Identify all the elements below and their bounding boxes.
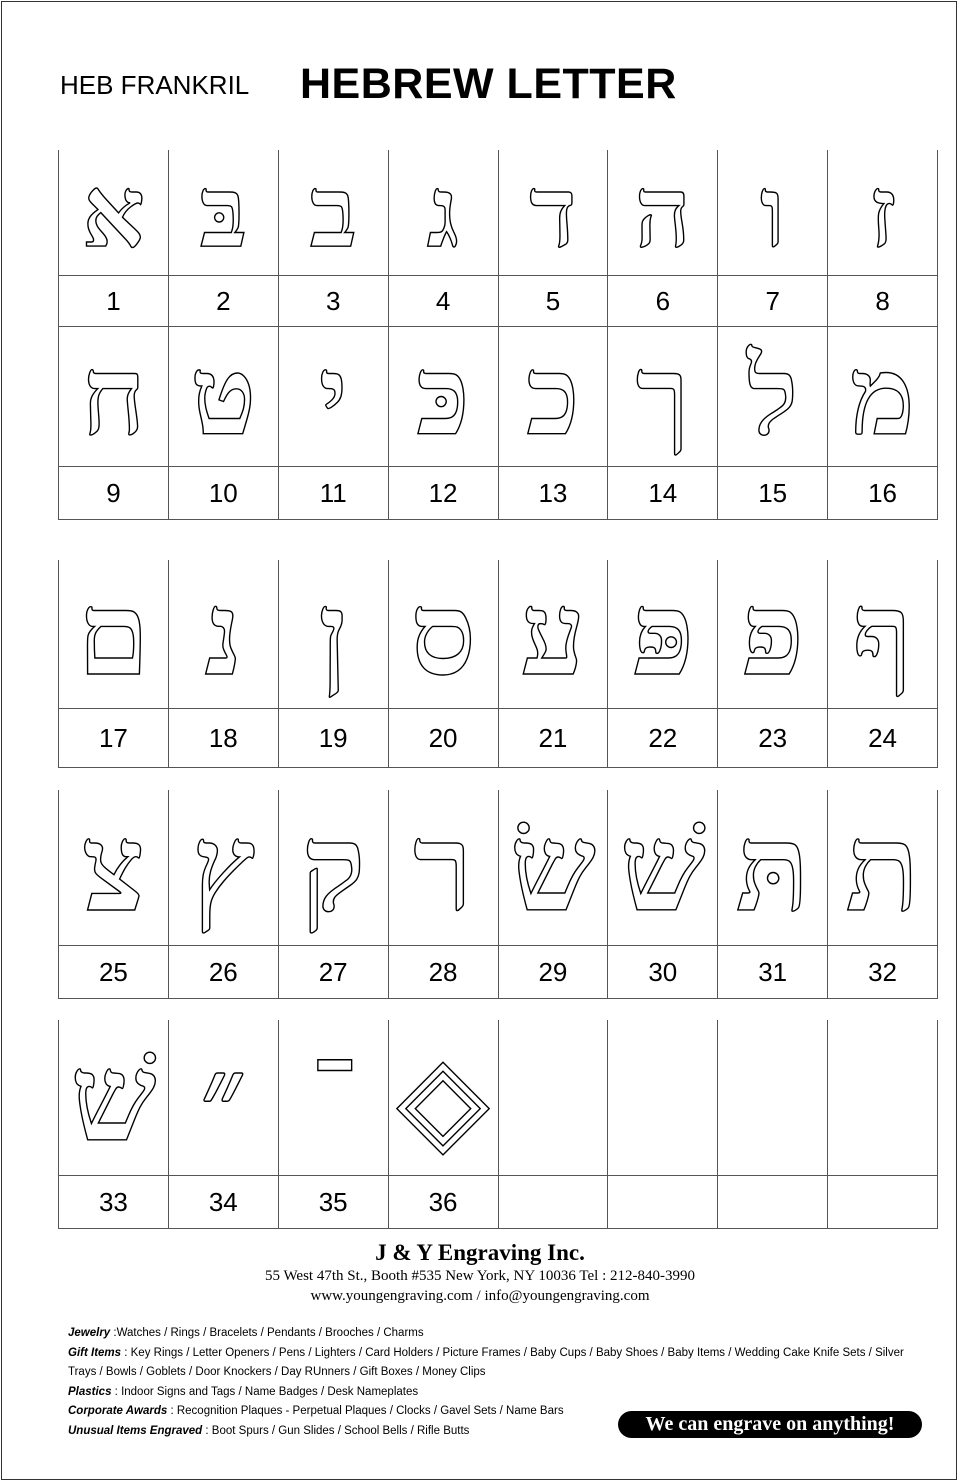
glyph-cell xyxy=(718,1020,828,1175)
hebrew-glyph: י xyxy=(318,331,348,460)
glyph-cell xyxy=(828,326,938,466)
number-row xyxy=(59,466,938,520)
hebrew-glyph: ה xyxy=(634,154,691,270)
company-name: J & Y Engraving Inc. xyxy=(375,1240,585,1265)
glyph-number: 15 xyxy=(718,467,828,519)
company-web: www.youngengraving.com / info@youngengraving.com xyxy=(310,1288,650,1304)
category-jewelry xyxy=(68,1324,928,1344)
glyph-cell xyxy=(718,326,828,466)
category-label: Corporate Awards xyxy=(68,1405,168,1418)
hebrew-glyph: ר xyxy=(413,796,473,939)
page-title: HEBREW LETTER xyxy=(300,60,677,108)
glyph-cell xyxy=(59,326,169,466)
hebrew-glyph: נ xyxy=(204,566,243,702)
hebrew-glyph: ף xyxy=(852,566,913,702)
hebrew-glyph: ד xyxy=(529,154,577,270)
glyph-number: 9 xyxy=(59,467,169,519)
grid-row xyxy=(58,1020,938,1229)
category-gift-items xyxy=(68,1344,928,1383)
glyph-number: 4 xyxy=(389,276,499,326)
glyph-cell xyxy=(499,790,609,945)
number-row xyxy=(59,708,938,768)
hebrew-glyph: מ xyxy=(850,331,915,460)
hebrew-glyph: כּ xyxy=(416,331,470,460)
glyph-cell xyxy=(608,326,718,466)
glyph-number: 36 xyxy=(389,1176,499,1228)
glyph-number: 26 xyxy=(169,946,279,998)
glyph-number: 5 xyxy=(499,276,609,326)
glyph-number: 1 xyxy=(59,276,169,326)
hebrew-glyph: ע xyxy=(520,566,586,702)
glyph-cell xyxy=(499,326,609,466)
category-label: Jewelry xyxy=(68,1327,111,1339)
glyph-cell xyxy=(608,150,718,275)
glyph-number: 34 xyxy=(169,1176,279,1228)
company-address: 55 West 47th St., Booth #535 New York, NY 10036 Tel : 212-840-3990 xyxy=(265,1268,695,1284)
category-text: :Watches / Rings / Bracelets / Pendants / Brooches / Charms xyxy=(110,1327,424,1339)
glyph-cell xyxy=(828,560,938,708)
glyph-cell xyxy=(169,790,279,945)
glyph-cell xyxy=(169,1020,279,1175)
glyph-number: 22 xyxy=(608,709,718,767)
hebrew-glyph: ס xyxy=(410,566,476,702)
glyph-cell xyxy=(718,560,828,708)
hebrew-glyph: ז xyxy=(868,154,897,270)
glyph-cell xyxy=(59,560,169,708)
glyph-number: 33 xyxy=(59,1176,169,1228)
hebrew-glyph: שׂ xyxy=(510,796,596,939)
glyph-number: 21 xyxy=(499,709,609,767)
hebrew-glyph: תּ xyxy=(735,796,810,939)
glyph-number: 19 xyxy=(279,709,389,767)
glyph-row xyxy=(59,790,938,945)
hebrew-glyph: א xyxy=(81,154,145,270)
glyph-cell xyxy=(169,326,279,466)
glyph-cell xyxy=(279,1020,389,1175)
hebrew-glyph: ◈ xyxy=(396,1026,490,1169)
glyph-cell xyxy=(389,326,499,466)
hebrew-glyph: ב xyxy=(309,154,357,270)
hebrew-glyph: ל xyxy=(747,331,799,460)
category-label: Plastics xyxy=(68,1385,112,1398)
glyph-number: 11 xyxy=(279,467,389,519)
glyph-number: 13 xyxy=(499,467,609,519)
glyph-number: 14 xyxy=(608,467,718,519)
hebrew-glyph: כ xyxy=(526,331,580,460)
hebrew-glyph: פּ xyxy=(631,566,695,702)
glyph-number: 31 xyxy=(718,946,828,998)
hebrew-glyph: ח xyxy=(81,331,146,460)
glyph-number xyxy=(608,1176,718,1228)
glyph-cell xyxy=(499,1020,609,1175)
glyph-number: 25 xyxy=(59,946,169,998)
glyph-cell xyxy=(279,326,389,466)
glyph-cell xyxy=(828,150,938,275)
category-text: : Key Rings / Letter Openers / Pens / Lighters / Card Holders / Picture Frames / Baby Cups / Baby Shoes / Baby Items / Wedding Cake Knife Sets / Silver Trays / Bowls / Goblets / Door Knockers / Day RUnners / Gift Boxes / Money Clips xyxy=(68,1346,904,1379)
grid-row xyxy=(58,326,938,520)
glyph-number xyxy=(828,1176,938,1228)
glyph-number: 32 xyxy=(828,946,938,998)
glyph-cell xyxy=(279,790,389,945)
hebrew-glyph: פ xyxy=(741,566,804,702)
hebrew-glyph: ם xyxy=(77,566,150,702)
glyph-cell xyxy=(499,560,609,708)
glyph-number xyxy=(499,1176,609,1228)
glyph-number: 18 xyxy=(169,709,279,767)
glyph-number: 16 xyxy=(828,467,938,519)
glyph-cell xyxy=(279,560,389,708)
category-text: : Recognition Plaques - Perpetual Plaques / Clocks / Gavel Sets / Name Bars xyxy=(167,1405,564,1418)
glyph-cell xyxy=(389,150,499,275)
glyph-number xyxy=(718,1176,828,1228)
number-row xyxy=(59,945,938,999)
glyph-row xyxy=(59,150,938,275)
glyph-number: 6 xyxy=(608,276,718,326)
hebrew-glyph: ג xyxy=(426,154,460,270)
category-label: Gift Items xyxy=(68,1346,122,1359)
glyph-cell xyxy=(608,790,718,945)
hebrew-glyph: ק xyxy=(300,796,366,939)
hebrew-glyph: ץ xyxy=(191,796,255,939)
glyph-cell xyxy=(718,790,828,945)
font-name: HEB FRANKRIL xyxy=(60,70,250,100)
category-text: : Indoor Signs and Tags / Name Badges / Desk Nameplates xyxy=(111,1385,419,1398)
glyph-cell xyxy=(828,1020,938,1175)
glyph-cell xyxy=(828,790,938,945)
glyph-cell xyxy=(389,1020,499,1175)
glyph-cell xyxy=(279,150,389,275)
hebrew-glyph: ״ xyxy=(200,1026,247,1169)
glyph-row xyxy=(59,560,938,708)
glyph-cell xyxy=(59,790,169,945)
glyph-cell xyxy=(59,150,169,275)
glyph-number: 12 xyxy=(389,467,499,519)
hebrew-glyph: שׁ xyxy=(70,1026,157,1169)
category-text: : Boot Spurs / Gun Slides / School Bells / Rifle Butts xyxy=(202,1424,470,1437)
glyph-number: 24 xyxy=(828,709,938,767)
glyph-cell xyxy=(608,560,718,708)
hebrew-glyph: ן xyxy=(318,566,348,702)
glyph-cell xyxy=(169,560,279,708)
slogan-badge: We can engrave on anything! xyxy=(618,1411,922,1438)
category-label: Unusual Items Engraved xyxy=(68,1424,203,1437)
glyph-number: 17 xyxy=(59,709,169,767)
grid-row xyxy=(58,790,938,999)
glyph-cell xyxy=(499,150,609,275)
glyph-cell xyxy=(169,150,279,275)
glyph-cell xyxy=(389,790,499,945)
glyph-number: 7 xyxy=(718,276,828,326)
category-plastics xyxy=(68,1383,928,1403)
glyph-cell xyxy=(608,1020,718,1175)
hebrew-glyph: בּ xyxy=(199,154,247,270)
glyph-number: 10 xyxy=(169,467,279,519)
hebrew-glyph: ת xyxy=(845,796,920,939)
hebrew-glyph: ט xyxy=(190,331,257,460)
glyph-cell xyxy=(389,560,499,708)
number-row xyxy=(59,275,938,327)
hebrew-glyph: ־ xyxy=(310,1026,357,1169)
glyph-number: 20 xyxy=(389,709,499,767)
number-row xyxy=(59,1175,938,1229)
glyph-cell xyxy=(718,150,828,275)
glyph-number: 35 xyxy=(279,1176,389,1228)
glyph-cell xyxy=(59,1020,169,1175)
glyph-number: 29 xyxy=(499,946,609,998)
grid-row xyxy=(58,560,938,768)
hebrew-glyph: ך xyxy=(636,331,690,460)
glyph-number: 8 xyxy=(828,276,938,326)
glyph-row xyxy=(59,1020,938,1175)
glyph-number: 3 xyxy=(279,276,389,326)
glyph-number: 2 xyxy=(169,276,279,326)
grid-row xyxy=(58,150,938,327)
glyph-number: 30 xyxy=(608,946,718,998)
hebrew-glyph: צ xyxy=(81,796,146,939)
hebrew-glyph: ו xyxy=(760,154,786,270)
glyph-number: 27 xyxy=(279,946,389,998)
glyph-row xyxy=(59,326,938,466)
glyph-number: 28 xyxy=(389,946,499,998)
glyph-number: 23 xyxy=(718,709,828,767)
hebrew-glyph: שׁ xyxy=(619,796,706,939)
